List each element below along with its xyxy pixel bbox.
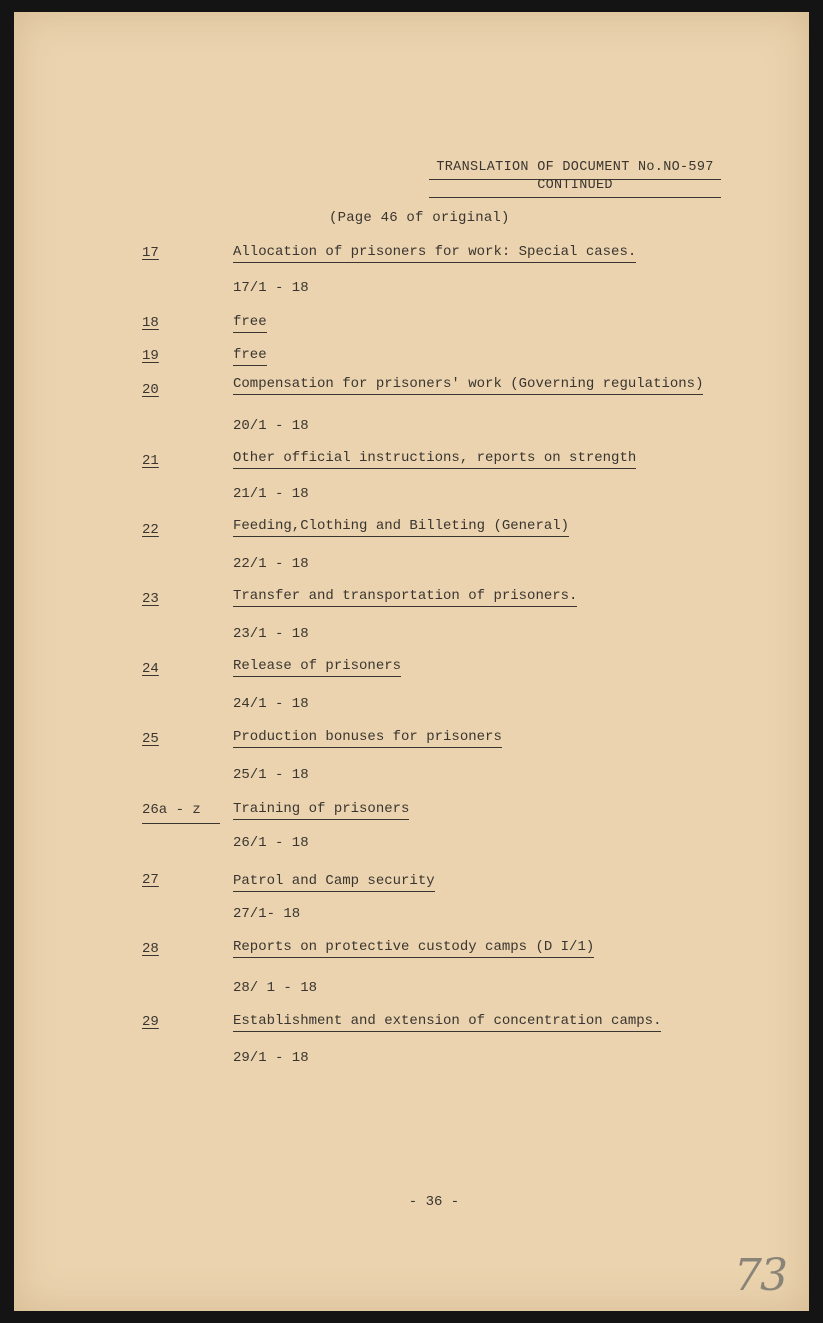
entry-title: Transfer and transportation of prisoners. xyxy=(233,588,577,604)
entry-number: 26a - z xyxy=(142,802,201,818)
entry-number-underline xyxy=(142,823,220,824)
entry-number: 19 xyxy=(142,348,159,364)
handwritten-folio-number: 73 xyxy=(734,1250,786,1301)
entry-number: 25 xyxy=(142,731,159,747)
entry-title: Release of prisoners xyxy=(233,658,401,674)
entry-code: 27/1- 18 xyxy=(233,906,301,922)
entry-title: Feeding,Clothing and Billeting (General) xyxy=(233,518,569,534)
entry-number: 23 xyxy=(142,591,159,607)
entry-number: 17 xyxy=(142,245,159,261)
entry-number: 18 xyxy=(142,315,159,331)
entry-number: 27 xyxy=(142,872,159,888)
entry-number: 29 xyxy=(142,1014,159,1030)
entry-code: 26/1 - 18 xyxy=(233,835,309,851)
entry-title: Reports on protective custody camps (D I/1) xyxy=(233,939,594,955)
header-continued: CONTINUED xyxy=(537,178,613,193)
entry-title: Production bonuses for prisoners xyxy=(233,729,502,745)
entry-title: Other official instructions, reports on strength xyxy=(233,450,636,466)
document-page xyxy=(14,12,809,1311)
entry-code: 24/1 - 18 xyxy=(233,696,309,712)
entry-number: 20 xyxy=(142,382,159,398)
entry-code: 17/1 - 18 xyxy=(233,280,309,296)
entry-title: Establishment and extension of concentration camps. xyxy=(233,1013,661,1029)
entry-code: 21/1 - 18 xyxy=(233,486,309,502)
entry-code: 28/ 1 - 18 xyxy=(233,980,318,996)
entry-title: Training of prisoners xyxy=(233,801,409,817)
entry-title: free xyxy=(233,347,267,363)
entry-code: 29/1 - 18 xyxy=(233,1050,309,1066)
entry-code: 25/1 - 18 xyxy=(233,767,309,783)
entry-title: Patrol and Camp security xyxy=(233,873,435,889)
entry-number: 24 xyxy=(142,661,159,677)
header-title: TRANSLATION OF DOCUMENT No.NO-597 xyxy=(436,160,714,175)
page-number: - 36 - xyxy=(408,1194,460,1210)
entry-number: 22 xyxy=(142,522,159,538)
entry-code: 20/1 - 18 xyxy=(233,418,309,434)
entry-number: 28 xyxy=(142,941,159,957)
page-of-original: (Page 46 of original) xyxy=(329,210,510,226)
entry-code: 23/1 - 18 xyxy=(233,626,309,642)
entry-number: 21 xyxy=(142,453,159,469)
entry-code: 22/1 - 18 xyxy=(233,556,309,572)
entry-title: Compensation for prisoners' work (Governing regulations) xyxy=(233,376,703,392)
entry-title: free xyxy=(233,314,267,330)
entry-title: Allocation of prisoners for work: Special cases. xyxy=(233,244,636,260)
header-rule-lower xyxy=(429,197,721,198)
